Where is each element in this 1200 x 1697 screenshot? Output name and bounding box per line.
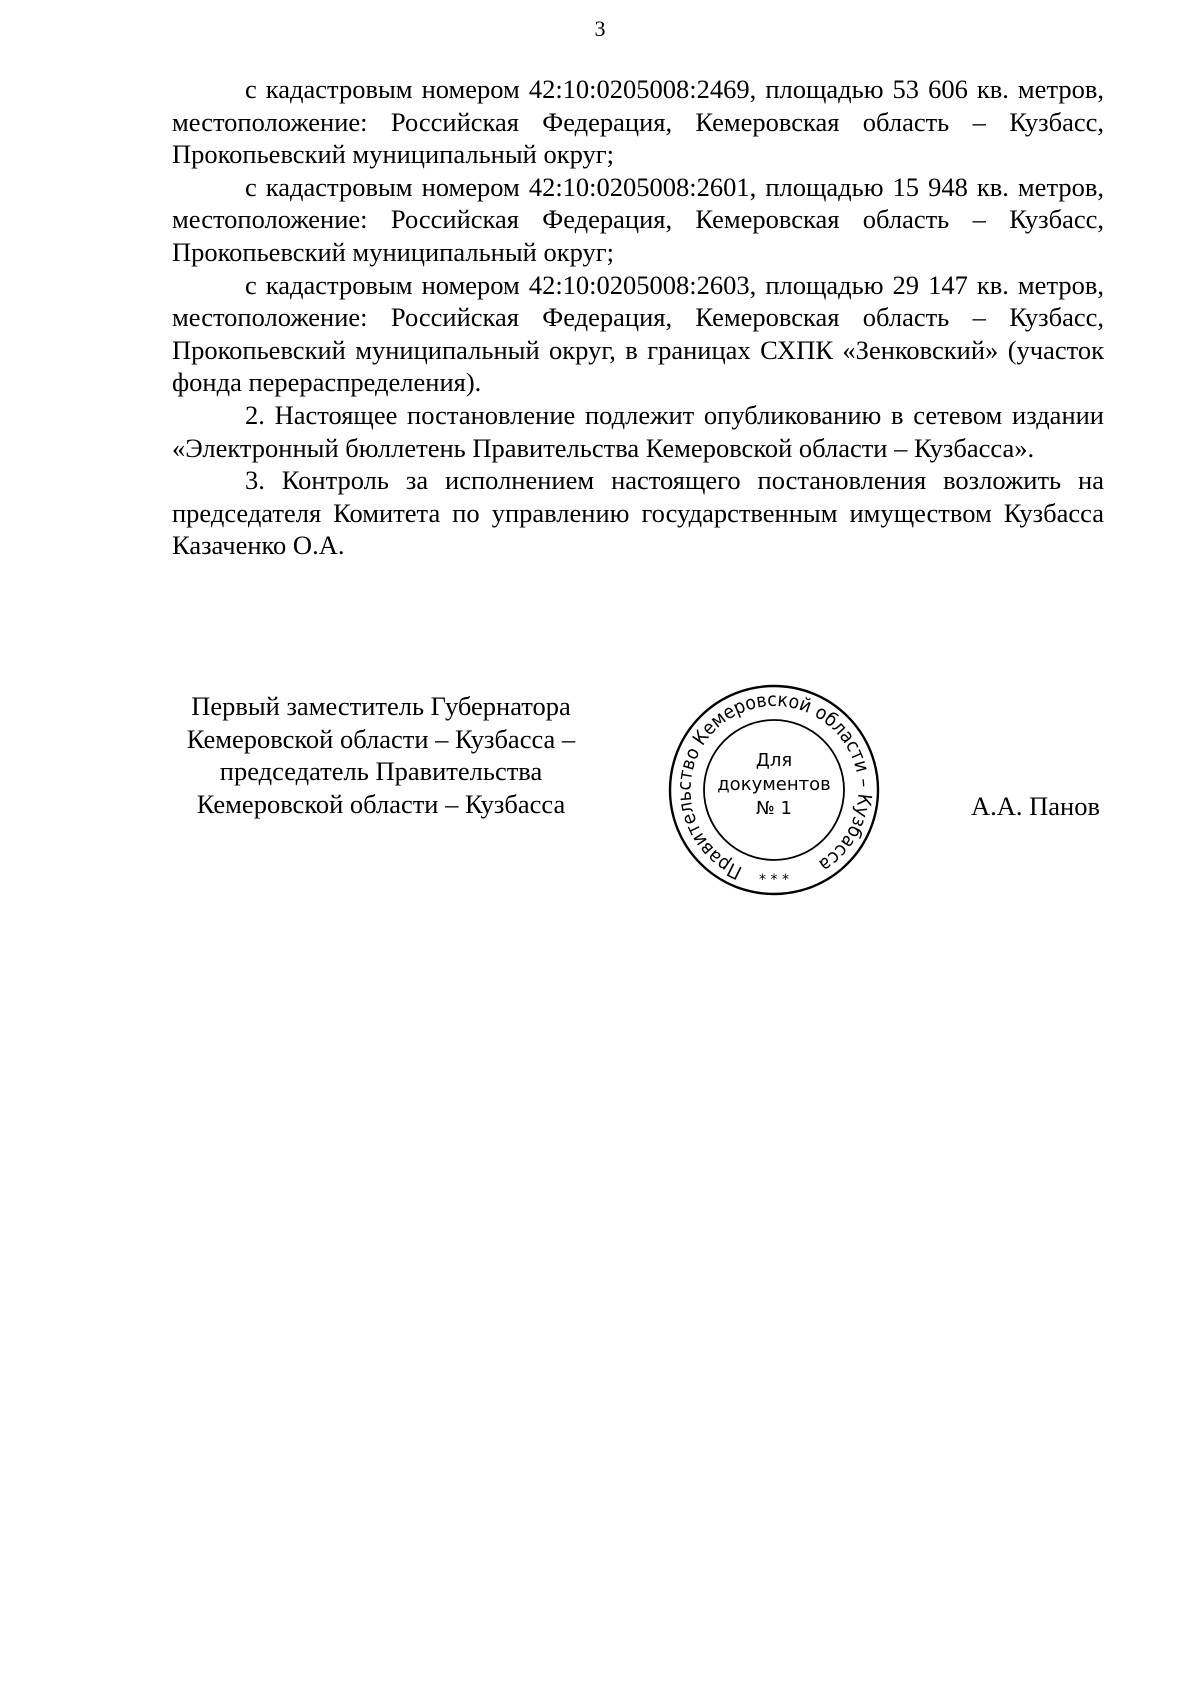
stamp-bottom-mark: * * *: [759, 872, 789, 888]
signatory-line: Первый заместитель Губернатора: [191, 691, 571, 721]
signer-name: А.А. Панов: [971, 791, 1100, 821]
stamp-ring-textpath: Правительство Кемеровской области – Кузбасса: [673, 688, 876, 884]
paragraph-cadastral-2601: с кадастровым номером 42:10:0205008:2601, площадью 15 948 кв. метров, местоположение: Российская Федерация, Кемеровская область – Кузбасс, Прокопьевский муниципальный округ;: [172, 171, 1104, 267]
stamp-center-line: № 1: [756, 798, 792, 819]
signatory-line: председатель Правительства: [219, 756, 543, 787]
signatory-title: [150, 690, 612, 820]
page-number: 3: [594, 16, 606, 41]
paragraph-publication: 2. Настоящее постановление подлежит опубликованию в сетевом издании «Электронный бюллетень Правительства Кемеровской области – Кузбасса».: [172, 399, 1104, 463]
signatory-line: Кемеровской области – Кузбасса –: [186, 723, 576, 754]
stamp-center-line: документов: [717, 774, 831, 795]
stamp-center-line: Для: [755, 750, 793, 771]
paragraph-control: 3. Контроль за исполнением настоящего постановления возложить на председателя Комитета по управлению государственным имуществом Кузбасса Казаченко О.А.: [172, 465, 1104, 561]
official-stamp: [664, 680, 884, 900]
document-body: [172, 73, 1104, 562]
paragraph-cadastral-2603: с кадастровым номером 42:10:0205008:2603, площадью 29 147 кв. метров, местоположение: Российская Федерация, Кемеровская область – Кузбасс, Прокопьевский муниципальный округ, в границах СХПК «Зенковский» (участок фонда перераспределения).: [172, 269, 1104, 398]
signatory-line: Кемеровской области – Кузбасса: [196, 788, 566, 819]
paragraph-cadastral-2469: с кадастровым номером 42:10:0205008:2469, площадью 53 606 кв. метров, местоположение: Российская Федерация, Кемеровская область – Кузбасс, Прокопьевский муниципальный округ;: [172, 74, 1104, 170]
